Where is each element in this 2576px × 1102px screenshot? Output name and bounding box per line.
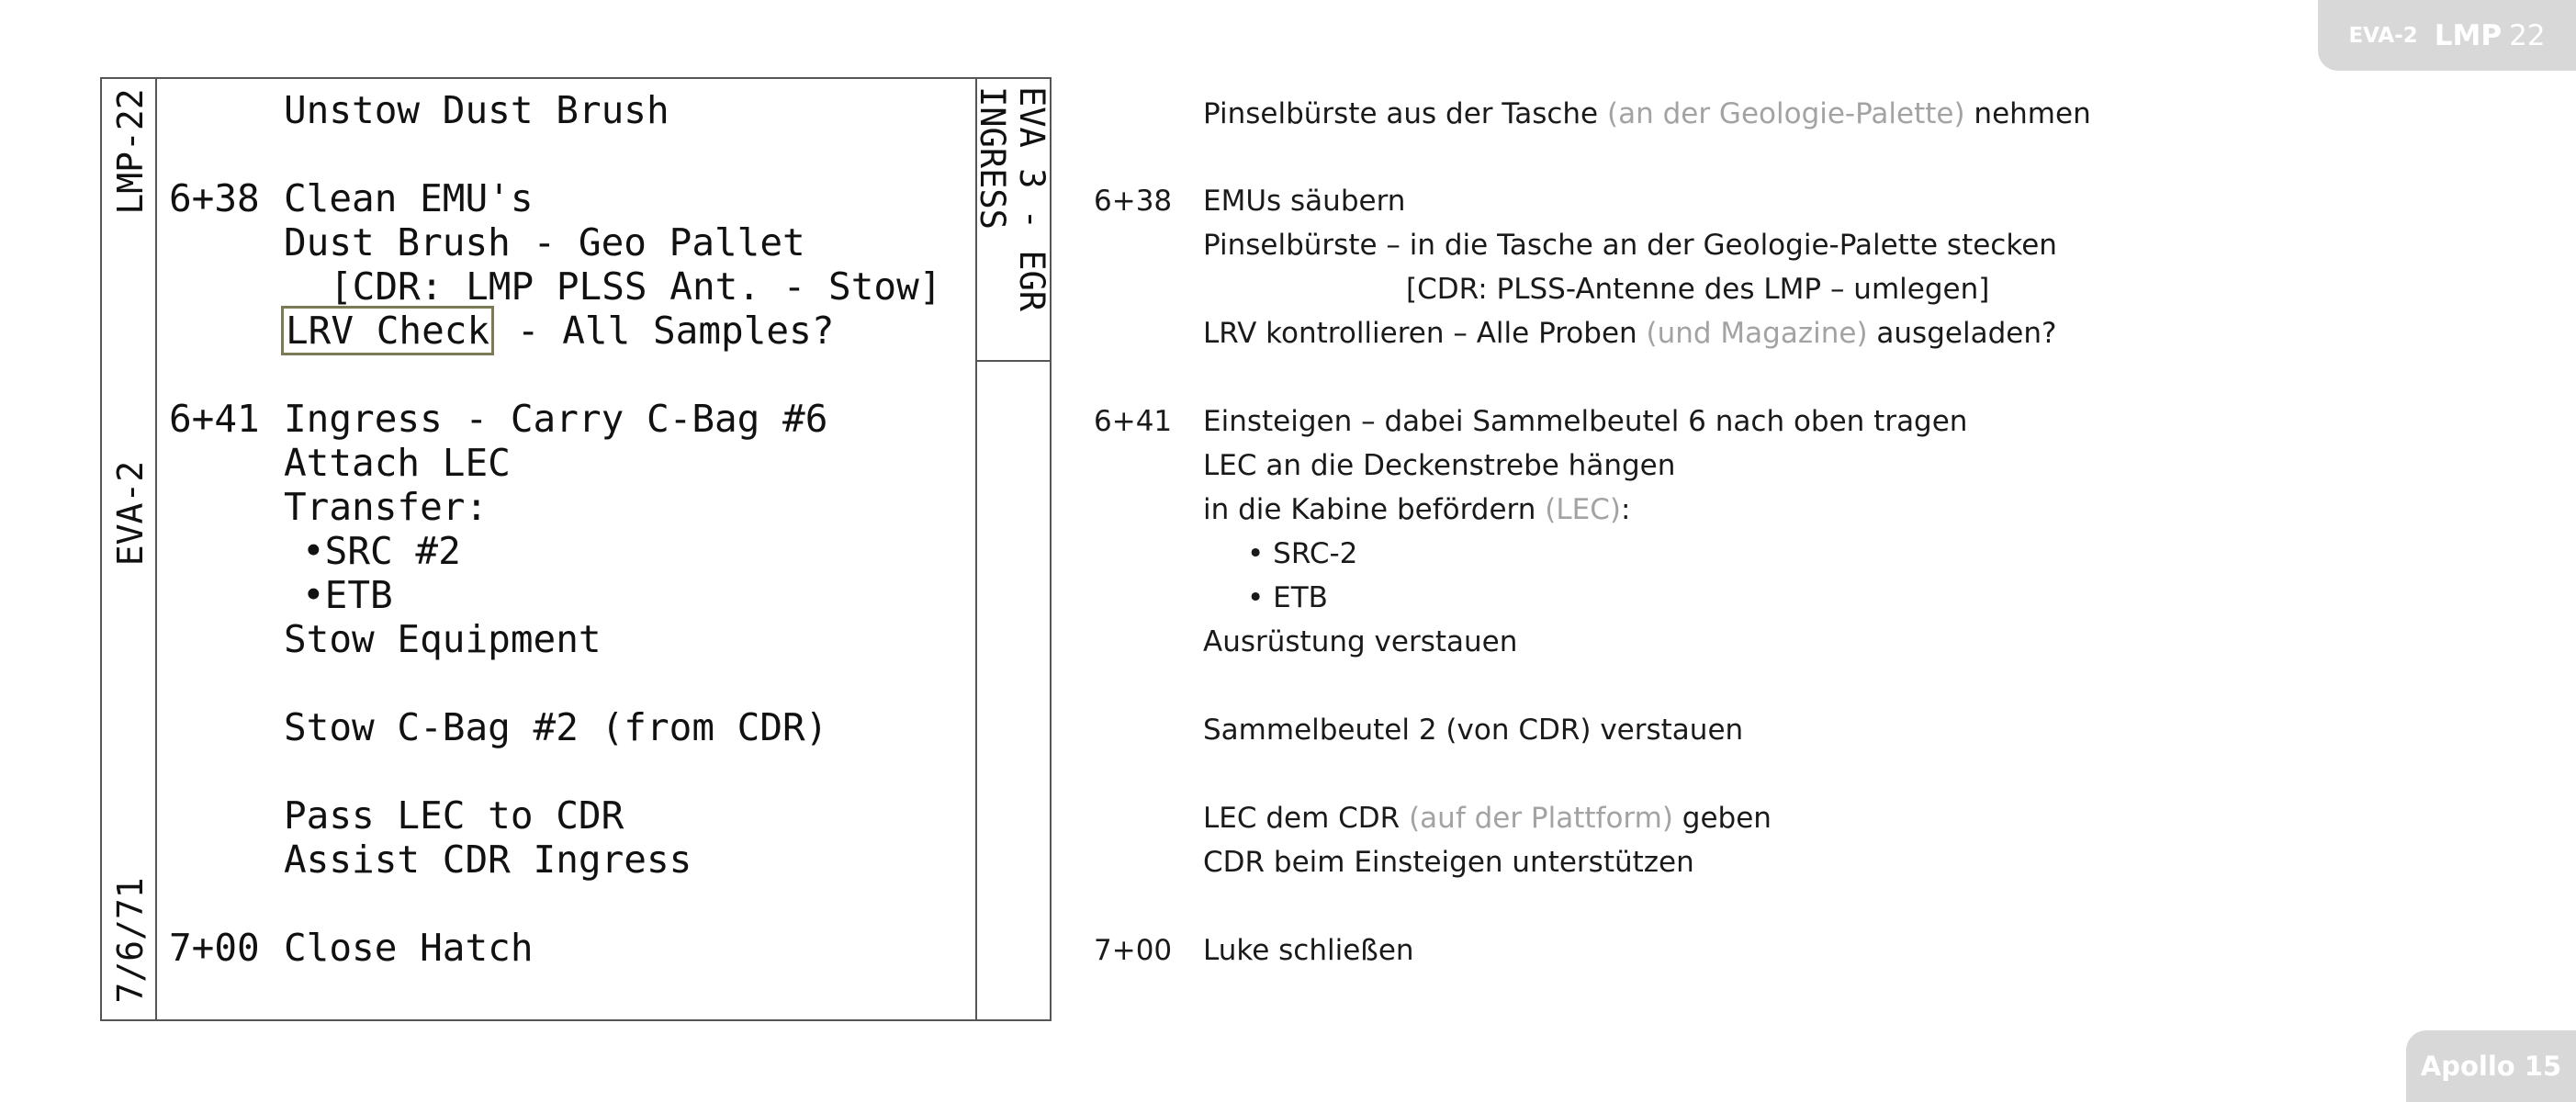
translation-line — [1203, 96, 2091, 132]
translation-line — [1203, 315, 2056, 352]
checklist-line: Transfer: — [284, 485, 489, 529]
checklist-line: [CDR: LMP PLSS Ant. - Stow] — [330, 264, 942, 309]
tab-bottom-line — [975, 360, 1050, 362]
checklist-card — [100, 77, 1052, 1021]
time-stamp: 6+38 — [169, 176, 260, 220]
translation-text: geben — [1672, 802, 1772, 835]
translation-text: : — [1620, 493, 1631, 526]
translation-bullet: • SRC-2 — [1247, 537, 1358, 570]
checklist-line: Unstow Dust Brush — [284, 88, 669, 132]
translation-note: (LEC) — [1545, 493, 1621, 526]
translation-line — [1203, 800, 1772, 837]
time-stamp: 7+00 — [169, 926, 260, 970]
translation-time: 6+41 — [1094, 405, 1173, 438]
date-label: 7/6/71 — [110, 877, 151, 1004]
translation-time: 7+00 — [1094, 934, 1173, 967]
checklist-line: Ingress - Carry C-Bag #6 — [284, 397, 828, 441]
tab-title-line2: INGRESS — [973, 86, 1012, 230]
translation-line: Pinselbürste – in die Tasche an der Geologie-Palette stecken — [1203, 229, 2057, 262]
translation-time: 6+38 — [1094, 185, 1173, 218]
eva-label: EVA-2 — [110, 460, 151, 567]
translation-line: Einsteigen – dabei Sammelbeutel 6 nach oben tragen — [1203, 405, 1968, 438]
translation-note: (und Magazine) — [1646, 317, 1868, 350]
checklist-line: Pass LEC to CDR — [284, 793, 624, 838]
translation-line: Sammelbeutel 2 (von CDR) verstauen — [1203, 714, 1744, 747]
checklist-bullet: •SRC #2 — [302, 529, 461, 573]
translation-line: [CDR: PLSS-Antenne des LMP – umlegen] — [1406, 273, 1990, 306]
time-stamp: 6+41 — [169, 397, 260, 441]
lrv-check-box: LRV Check — [281, 306, 494, 355]
translation-line: Luke schließen — [1203, 934, 1414, 967]
checklist-line: Close Hatch — [284, 926, 534, 970]
translation-note: (an der Geologie-Palette) — [1606, 97, 1965, 130]
mission-tab — [2406, 1030, 2576, 1102]
checklist-line: Dust Brush - Geo Pallet — [284, 220, 805, 264]
tab-title-line1: EVA 3 - EGR — [1012, 86, 1052, 312]
translation-line: Ausrüstung verstauen — [1203, 625, 1518, 658]
translation-text: LRV kontrollieren – Alle Proben — [1203, 317, 1647, 350]
translation-text: ausgeladen? — [1867, 317, 2057, 350]
checklist-line: Assist CDR Ingress — [284, 838, 692, 882]
translation-text: nehmen — [1964, 97, 2091, 130]
translation-line — [1203, 491, 1630, 528]
checklist-line: Clean EMU's — [284, 176, 534, 220]
checklist-line — [281, 309, 834, 353]
translation-bullet: • ETB — [1247, 581, 1328, 614]
checklist-bullet: •ETB — [302, 573, 393, 617]
checklist-line-rest: - All Samples? — [494, 309, 835, 353]
page-number: 22 — [2509, 18, 2546, 52]
translation-note: (auf der Plattform) — [1409, 802, 1673, 835]
mission-label: Apollo 15 — [2420, 1051, 2562, 1082]
role-label: LMP — [2434, 18, 2503, 52]
translation-line: EMUs säubern — [1203, 185, 1406, 218]
checklist-line: Attach LEC — [284, 441, 511, 485]
page-header-tab — [2318, 0, 2576, 71]
translation-text: Pinselbürste aus der Tasche — [1203, 97, 1607, 130]
card-id-label: LMP-22 — [110, 88, 151, 215]
translation-line: LEC an die Deckenstrebe hängen — [1203, 449, 1676, 482]
checklist-line: Stow Equipment — [284, 617, 602, 661]
section-label: EVA-2 — [2348, 23, 2418, 48]
margin-divider — [155, 79, 157, 1019]
translation-text: LEC dem CDR — [1203, 802, 1410, 835]
translation-text: in die Kabine befördern — [1203, 493, 1546, 526]
checklist-line: Stow C-Bag #2 (from CDR) — [284, 705, 828, 749]
translation-line: CDR beim Einsteigen unterstützen — [1203, 846, 1694, 879]
